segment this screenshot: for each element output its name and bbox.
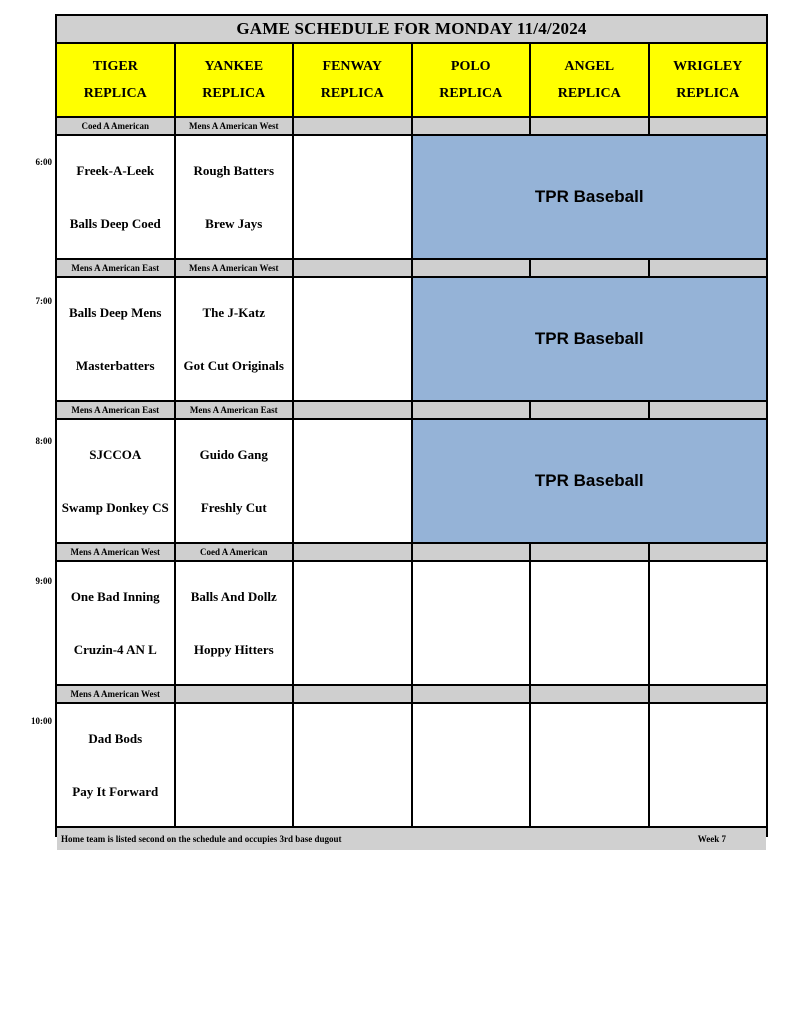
field-header-tiger <box>57 44 174 116</box>
division-label-empty <box>413 402 530 418</box>
reserved-block: TPR Baseball <box>413 420 767 542</box>
division-label: Coed A American <box>57 118 174 134</box>
division-label-empty <box>531 544 648 560</box>
division-label-empty <box>531 118 648 134</box>
home-team: Masterbatters <box>75 357 155 373</box>
division-label-empty <box>650 686 767 702</box>
game-cell-empty <box>650 704 767 826</box>
reserved-block: TPR Baseball <box>413 278 767 400</box>
division-label-empty <box>413 686 530 702</box>
game-cell-empty <box>294 420 411 542</box>
game-cell-empty <box>294 704 411 826</box>
field-name: ANGEL <box>564 59 615 74</box>
home-team: Swamp Donkey CS <box>61 499 169 515</box>
away-team: Balls And Dollz <box>190 588 277 604</box>
field-header-polo <box>413 44 530 116</box>
field-sub: REPLICA <box>320 86 384 101</box>
time-label-10pm: 10:00 <box>31 716 52 726</box>
game-cell-empty <box>294 562 411 684</box>
away-team: Guido Gang <box>199 446 268 462</box>
division-label: Mens A American West <box>57 686 174 702</box>
time-label-6pm: 6:00 <box>35 157 52 167</box>
away-team: Balls Deep Mens <box>69 304 162 320</box>
schedule-footer <box>57 828 766 850</box>
field-header-wrigley <box>650 44 767 116</box>
field-sub: REPLICA <box>83 86 147 101</box>
division-label-empty <box>176 686 293 702</box>
division-label: Mens A American West <box>57 544 174 560</box>
away-team: The J-Katz <box>202 304 265 320</box>
division-label-empty <box>294 118 411 134</box>
away-team: Dad Bods <box>88 730 143 746</box>
game-cell <box>57 420 174 542</box>
away-team: Rough Batters <box>193 162 275 178</box>
division-label: Mens A American East <box>57 402 174 418</box>
away-team: SJCCOA <box>89 446 142 462</box>
game-cell <box>176 136 293 258</box>
home-team-note: Home team is listed second on the schedule and occupies 3rd base dugout <box>61 834 342 844</box>
schedule-grid <box>55 14 768 844</box>
field-header-yankee <box>176 44 293 116</box>
game-cell-empty <box>413 562 530 684</box>
game-cell <box>57 136 174 258</box>
away-team: Freek-A-Leek <box>76 162 155 178</box>
game-cell-empty <box>531 704 648 826</box>
week-label: Week 7 <box>697 834 726 844</box>
division-label-empty <box>531 402 648 418</box>
away-team: One Bad Inning <box>70 588 160 604</box>
division-label-empty <box>413 544 530 560</box>
game-cell-empty <box>294 278 411 400</box>
division-label: Mens A American East <box>176 402 293 418</box>
home-team: Balls Deep Coed <box>69 215 161 231</box>
division-label-empty <box>531 686 648 702</box>
home-team: Got Cut Originals <box>183 357 284 373</box>
game-cell <box>176 278 293 400</box>
game-cell <box>176 562 293 684</box>
division-label-empty <box>294 402 411 418</box>
time-label-7pm: 7:00 <box>35 296 52 306</box>
division-label: Mens A American West <box>176 118 293 134</box>
division-label-empty <box>650 402 767 418</box>
game-cell-empty <box>413 704 530 826</box>
field-name: TIGER <box>92 59 138 74</box>
game-cell <box>57 278 174 400</box>
division-label-empty <box>531 260 648 276</box>
schedule-title: GAME SCHEDULE FOR MONDAY 11/4/2024 <box>57 16 766 42</box>
game-cell <box>57 704 174 826</box>
division-label: Coed A American <box>176 544 293 560</box>
division-label-empty <box>294 544 411 560</box>
field-name: POLO <box>450 59 491 74</box>
field-sub: REPLICA <box>676 86 740 101</box>
home-team: Cruzin-4 AN L <box>73 641 157 657</box>
division-label-empty <box>650 118 767 134</box>
field-name: FENWAY <box>322 59 382 74</box>
game-cell-empty <box>650 562 767 684</box>
time-label-9pm: 9:00 <box>35 576 52 586</box>
game-cell-empty <box>531 562 648 684</box>
field-name: WRIGLEY <box>673 59 743 74</box>
home-team: Freshly Cut <box>200 499 267 515</box>
game-cell-empty <box>294 136 411 258</box>
home-team: Pay It Forward <box>72 783 159 799</box>
field-header-fenway <box>294 44 411 116</box>
game-cell <box>176 420 293 542</box>
home-team: Hoppy Hitters <box>193 641 274 657</box>
division-label: Mens A American East <box>57 260 174 276</box>
game-cell <box>57 562 174 684</box>
field-sub: REPLICA <box>202 86 266 101</box>
field-sub: REPLICA <box>557 86 621 101</box>
division-label-empty <box>294 260 411 276</box>
division-label-empty <box>650 260 767 276</box>
field-header-angel <box>531 44 648 116</box>
division-label-empty <box>413 118 530 134</box>
division-label-empty <box>294 686 411 702</box>
division-label-empty <box>650 544 767 560</box>
reserved-block: TPR Baseball <box>413 136 767 258</box>
game-cell-empty <box>176 704 293 826</box>
home-team: Brew Jays <box>205 215 263 231</box>
division-label: Mens A American West <box>176 260 293 276</box>
division-label-empty <box>413 260 530 276</box>
time-label-8pm: 8:00 <box>35 436 52 446</box>
field-name: YANKEE <box>204 59 264 74</box>
field-sub: REPLICA <box>439 86 503 101</box>
